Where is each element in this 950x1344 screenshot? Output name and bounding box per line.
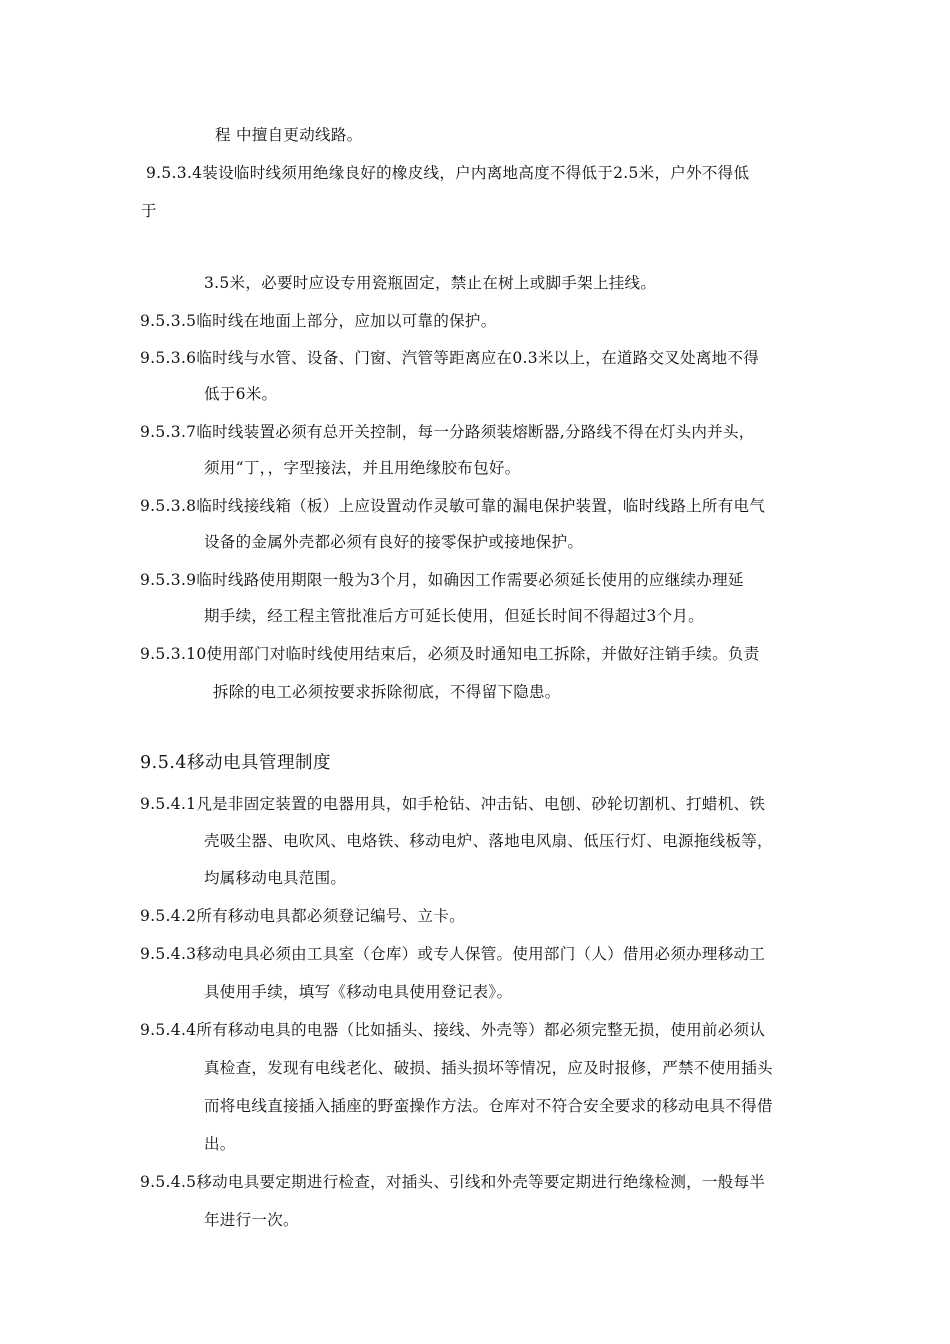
text-line: 9.5.3.5临时线在地面上部分，应加以可靠的保护。 <box>140 312 497 330</box>
text-line: 9.5.4.2所有移动电具都必须登记编号、立卡。 <box>140 907 465 925</box>
text-line: 具使用手续，填写《移动电具使用登记表》。 <box>204 983 513 1001</box>
text-line: 低于6米。 <box>204 385 278 403</box>
text-line: 真检查，发现有电线老化、破损、插头损坏等情况，应及时报修，严禁不使用插头 <box>204 1059 773 1077</box>
text-line: 9.5.3.9临时线路使用期限一般为3个月，如确因工作需要必须延长使用的应继续办理延 <box>140 571 744 589</box>
text-line: 均属移动电具范围。 <box>204 869 347 887</box>
text-line: 9.5.3.10使用部门对临时线使用结束后，必须及时通知电工拆除，并做好注销手续。负责 <box>140 645 760 663</box>
text-line: 壳吸尘器、电吹风、电烙铁、移动电炉、落地电风扇、低压行灯、电源拖线板等， <box>204 832 773 850</box>
text-line: 年进行一次。 <box>204 1211 299 1229</box>
text-line: 设备的金属外壳都必须有良好的接零保护或接地保护。 <box>204 533 584 551</box>
text-line: 9.5.4.4所有移动电具的电器（比如插头、接线、外壳等）都必须完整无损，使用前必须认 <box>140 1021 766 1039</box>
text-line: 9.5.4.1凡是非固定装置的电器用具，如手枪钻、冲击钻、电刨、砂轮切割机、打蜡机、铁 <box>140 795 766 813</box>
text-line: 于 <box>141 202 157 220</box>
text-line: 9.5.3.7临时线装置必须有总开关控制，每一分路须装熔断器,分路线不得在灯头内并头， <box>140 423 755 441</box>
text-line: 拆除的电工必须按要求拆除彻底，不得留下隐患。 <box>213 683 561 701</box>
text-line: 9.5.3.6临时线与水管、设备、门窗、汽管等距离应在0.3米以上，在道路交叉处离地不得 <box>140 349 760 367</box>
text-line: 出。 <box>204 1135 236 1153</box>
text-line: 9.5.3.4装设临时线须用绝缘良好的橡皮线，户内离地高度不得低于2.5米，户外不得低 <box>146 164 750 182</box>
text-line: 3.5米，必要时应设专用瓷瓶固定，禁止在树上或脚手架上挂线。 <box>204 274 657 292</box>
section-heading: 9.5.4移动电具管理制度 <box>140 753 332 773</box>
text-line: 9.5.3.8临时线接线箱（板）上应设置动作灵敏可靠的漏电保护装置，临时线路上所有电气 <box>140 497 766 515</box>
text-line: 9.5.4.3移动电具必须由工具室（仓库）或专人保管。使用部门（人）借用必须办理移动工 <box>140 945 766 963</box>
text-line: 期手续，经工程主管批准后方可延长使用，但延长时间不得超过3个月。 <box>204 607 704 625</box>
text-line: 9.5.4.5移动电具要定期进行检查，对插头、引线和外壳等要定期进行绝缘检测，一般每半 <box>140 1173 766 1191</box>
text-line: 须用“丁，，字型接法，并且用绝缘胶布包好。 <box>204 459 521 477</box>
text-line: 程 中擅自更动线路。 <box>215 126 363 144</box>
text-line: 而将电线直接插入插座的野蛮操作方法。仓库对不符合安全要求的移动电具不得借 <box>204 1097 773 1115</box>
